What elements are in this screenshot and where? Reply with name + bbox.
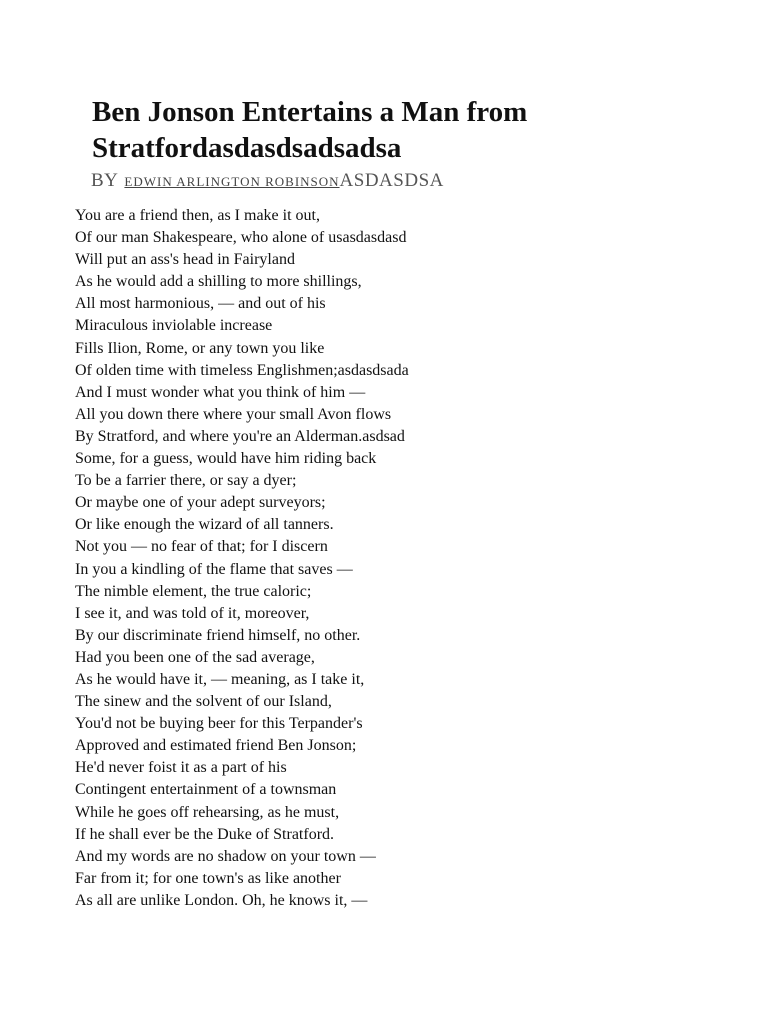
poem-line: Contingent entertainment of a townsman bbox=[75, 781, 337, 799]
poem-line: Some, for a guess, would have him riding back bbox=[75, 450, 377, 468]
poem-line: Will put an ass's head in Fairyland bbox=[75, 251, 295, 269]
poem-line: All you down there where your small Avon flows bbox=[75, 405, 392, 423]
poem-line: By our discriminate friend himself, no other. bbox=[75, 626, 361, 644]
poem-line: Of olden time with timeless Englishmen;asdasdsada bbox=[75, 361, 409, 379]
poem-line: Or maybe one of your adept surveyors; bbox=[75, 494, 326, 512]
poem-line: While he goes off rehearsing, as he must, bbox=[75, 803, 340, 821]
poem-line: Far from it; for one town's as like another bbox=[75, 869, 341, 887]
poem-line: Of our man Shakespeare, who alone of usasdasdasd bbox=[75, 229, 407, 247]
poem-line: To be a farrier there, or say a dyer; bbox=[75, 472, 297, 490]
poem-line: Or like enough the wizard of all tanners. bbox=[75, 516, 334, 534]
author-link[interactable]: EDWIN ARLINGTON ROBINSON bbox=[124, 174, 340, 189]
poem-line: As he would add a shilling to more shillings, bbox=[75, 273, 362, 291]
poem-line: In you a kindling of the flame that saves — bbox=[75, 560, 353, 578]
poem-line: You are a friend then, as I make it out, bbox=[75, 207, 320, 224]
poem-line: He'd never foist it as a part of his bbox=[75, 759, 287, 777]
poem-line: The nimble element, the true caloric; bbox=[75, 582, 312, 600]
poem-line: Fills Ilion, Rome, or any town you like bbox=[75, 339, 325, 357]
poem-title-line: Ben Jonson Entertains a Man from bbox=[92, 96, 528, 128]
poem-line: Not you — no fear of that; for I discern bbox=[75, 538, 328, 556]
poem-title bbox=[92, 94, 692, 166]
poem-title-line: Stratfordasdasdsadsadsa bbox=[92, 132, 402, 164]
poem-line: Miraculous inviolable increase bbox=[75, 317, 273, 335]
poem-line: If he shall ever be the Duke of Stratford. bbox=[75, 825, 335, 843]
byline-prefix: BY bbox=[91, 170, 119, 191]
poem-line: As all are unlike London. Oh, he knows it, — bbox=[75, 891, 368, 909]
poem-line: You'd not be buying beer for this Terpander's bbox=[75, 715, 363, 733]
poem-line: Approved and estimated friend Ben Jonson; bbox=[75, 737, 357, 755]
poem-line: The sinew and the solvent of our Island, bbox=[75, 693, 332, 711]
poem-line: Had you been one of the sad average, bbox=[75, 648, 315, 666]
poem-line: All most harmonious, — and out of his bbox=[75, 295, 326, 313]
poem-line: And I must wonder what you think of him — bbox=[75, 383, 366, 401]
poem-line: As he would have it, — meaning, as I take it, bbox=[75, 670, 365, 688]
poem-body bbox=[75, 205, 409, 912]
byline bbox=[91, 168, 444, 195]
poem-line: And my words are no shadow on your town — bbox=[75, 847, 376, 865]
poem-line: By Stratford, and where you're an Alderman.asdsad bbox=[75, 427, 405, 445]
byline-suffix: ASDASDSA bbox=[339, 170, 444, 191]
poem-line: I see it, and was told of it, moreover, bbox=[75, 604, 310, 622]
